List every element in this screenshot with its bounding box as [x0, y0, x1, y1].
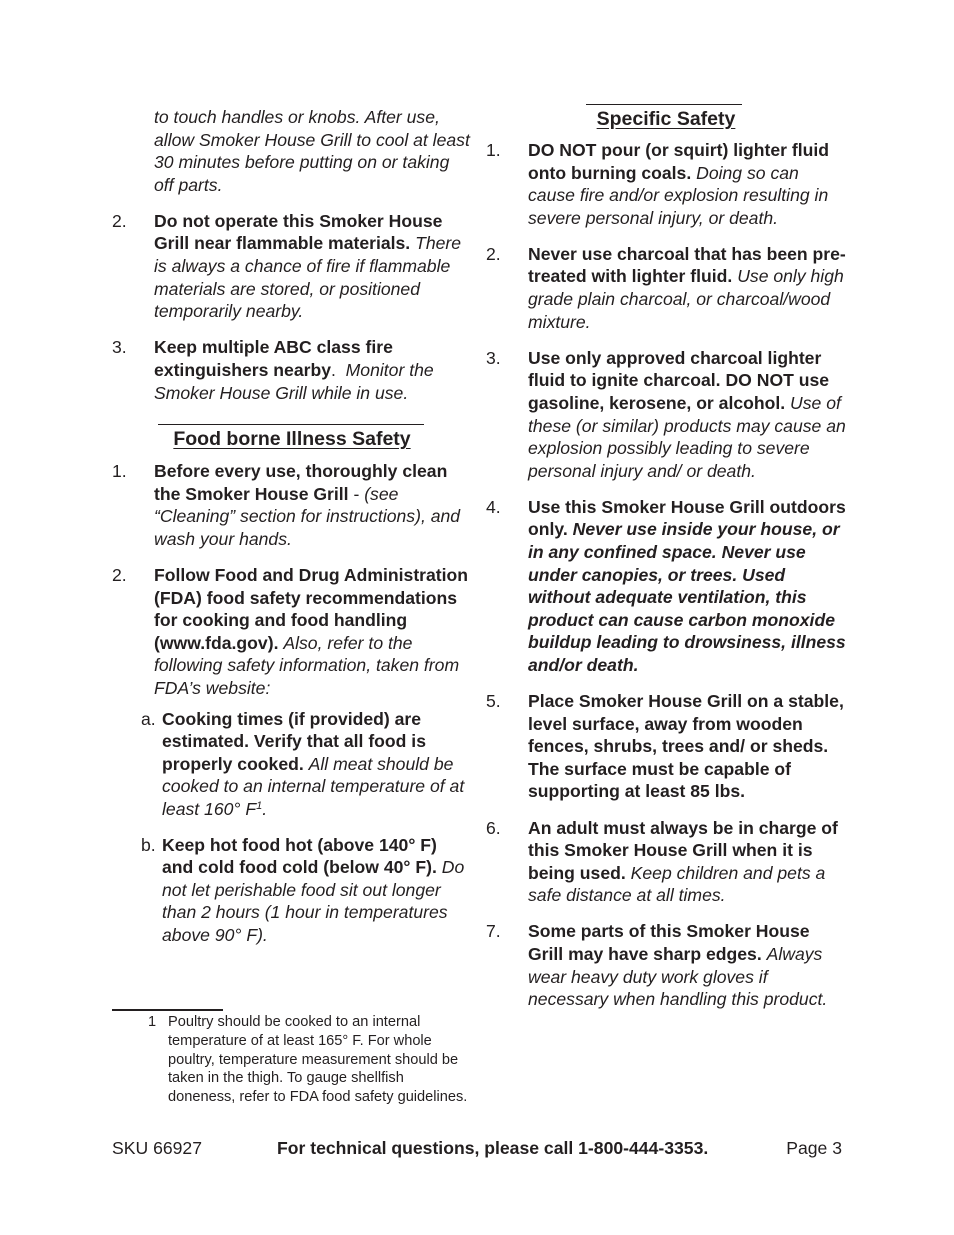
list-item: [486, 139, 846, 229]
list-item: [486, 347, 846, 483]
item-number: 4.: [486, 496, 501, 517]
sku-label: SKU 66927: [112, 1138, 202, 1158]
list-item: [486, 243, 846, 333]
right-column: [486, 106, 846, 1024]
list-item: [486, 690, 846, 803]
tech-support-line: For technical questions, please call 1-800-444-3353.: [277, 1138, 709, 1158]
item-italic-text: Monitor the Smoker House Grill while in use.: [154, 359, 434, 403]
item-bold-text: An adult must always be in charge of this Smoker House Grill when it is being used.: [528, 817, 838, 883]
item-number: 5.: [486, 691, 501, 712]
footnote-reference: 1: [256, 799, 263, 812]
item-italic-text: There is always a chance of fire if flammable materials are stored, or positioned temporarily nearby.: [154, 233, 462, 322]
item-bold-text: Use this Smoker House Grill outdoors only.: [528, 496, 846, 540]
footnote-text: Poultry should be cooked to an internal temperature of at least 165° F. For whole poultry, temperature measurement should be taken in the thigh. To gauge shellfish doneness, refer to FDA food safety guidelines.: [168, 1014, 468, 1106]
food-illness-heading: Food borne Illness Safety: [112, 426, 472, 452]
item-number: 2.: [486, 243, 501, 264]
list-item: [112, 460, 472, 550]
sub-list-item: [112, 834, 472, 947]
sub-item-tail: .: [262, 798, 268, 819]
specific-safety-heading: Specific Safety: [486, 106, 846, 132]
item-bold-text: Use only approved charcoal lighter fluid to ignite charcoal. DO NOT use gasoline, kerosene, or alcohol.: [528, 347, 830, 413]
list-item: [112, 210, 472, 323]
item-italic-text: Keep children and pets a safe distance at all times.: [528, 862, 826, 906]
item-bold-text: DO NOT pour (or squirt) lighter fluid onto burning coals.: [528, 140, 830, 183]
item-bold-text: Place Smoker House Grill on a stable, level surface, away from wooden fences, shrubs, trees and/ or sheds. The surface must be capable of supporting at least 85 lbs.: [528, 691, 844, 802]
page-footer: [112, 1138, 842, 1164]
item-italic-text: Use of these (or similar) products may cause an explosion possibly leading to severe personal injury and/ or death.: [528, 392, 846, 481]
continuation-text: to touch handles or knobs. After use, allow Smoker House Grill to cool at least 30 minutes before putting on or taking off parts.: [154, 107, 470, 195]
item-plain-text: -: [348, 483, 365, 504]
sub-item-letter: a.: [141, 708, 156, 729]
sub-list-item: [112, 708, 472, 821]
item-bold-text: Never use charcoal that has been pre-treated with lighter fluid.: [528, 243, 846, 287]
list-item: [486, 920, 846, 1010]
list-item: [112, 336, 472, 404]
item-number: 1.: [486, 140, 501, 160]
item-plain-text: .: [330, 359, 336, 380]
list-item: [486, 496, 846, 677]
list-item: [112, 564, 472, 700]
item-bold-text: Keep multiple ABC class fire extinguishers nearby: [154, 337, 393, 380]
left-column: [112, 106, 472, 960]
sub-item-letter: b.: [141, 834, 156, 855]
footnote: [148, 1013, 468, 1107]
item-italic-text: (see “Cleaning” section for instructions), and wash your hands.: [154, 483, 461, 549]
footnote-divider: [112, 1009, 223, 1011]
item-bold-italic-text: Never use inside your house, or in any confined space. Never use under canopies, or trees. Used without adequate ventilation, this product can cause carbon monoxide buildup leading to drowsiness, illness and/or death.: [528, 519, 846, 675]
item-number: 7.: [486, 921, 501, 942]
item-number: 3.: [486, 347, 501, 368]
item-italic-text: Doing so can cause fire and/or explosion resulting in severe personal injury, or death.: [528, 162, 829, 228]
item-bold-text: Before every use, thoroughly clean the Smoker House Grill: [154, 461, 448, 504]
item-italic-text: Always wear heavy duty work gloves if necessary when handling this product.: [528, 944, 828, 1010]
sub-item-italic-text: All meat should be cooked to an internal temperature of at least 160° F: [162, 753, 465, 819]
list-item: [486, 817, 846, 907]
item-number: 2.: [112, 565, 127, 585]
item-number: 3.: [112, 337, 127, 358]
footnote-number: 1: [148, 1014, 157, 1030]
item-bold-text: Follow Food and Drug Administration (FDA) food safety recommendations for cooking and food handling (www.fda.gov).: [154, 565, 469, 653]
sub-item-bold-text: Keep hot food hot (above 140° F) and cold food cold (below 40° F).: [162, 834, 437, 878]
item-italic-text: Also, refer to the following safety information, taken from FDA’s website:: [154, 632, 460, 698]
item-bold-text: Some parts of this Smoker House Grill may have sharp edges.: [528, 921, 810, 964]
sub-item-italic-text: Do not let perishable food sit out longer than 2 hours (1 hour in temperatures above 90° F).: [162, 857, 465, 945]
page-number: Page 3: [786, 1138, 842, 1158]
item-italic-text: Use only high grade plain charcoal, or charcoal/wood mixture.: [528, 266, 844, 332]
item-number: 1.: [112, 461, 127, 482]
item-bold-text: Do not operate this Smoker House Grill near flammable materials.: [154, 210, 443, 254]
item-number: 2.: [112, 210, 127, 231]
item-number: 6.: [486, 817, 501, 838]
sub-item-bold-text: Cooking times (if provided) are estimated. Verify that all food is properly cooked.: [162, 708, 426, 774]
